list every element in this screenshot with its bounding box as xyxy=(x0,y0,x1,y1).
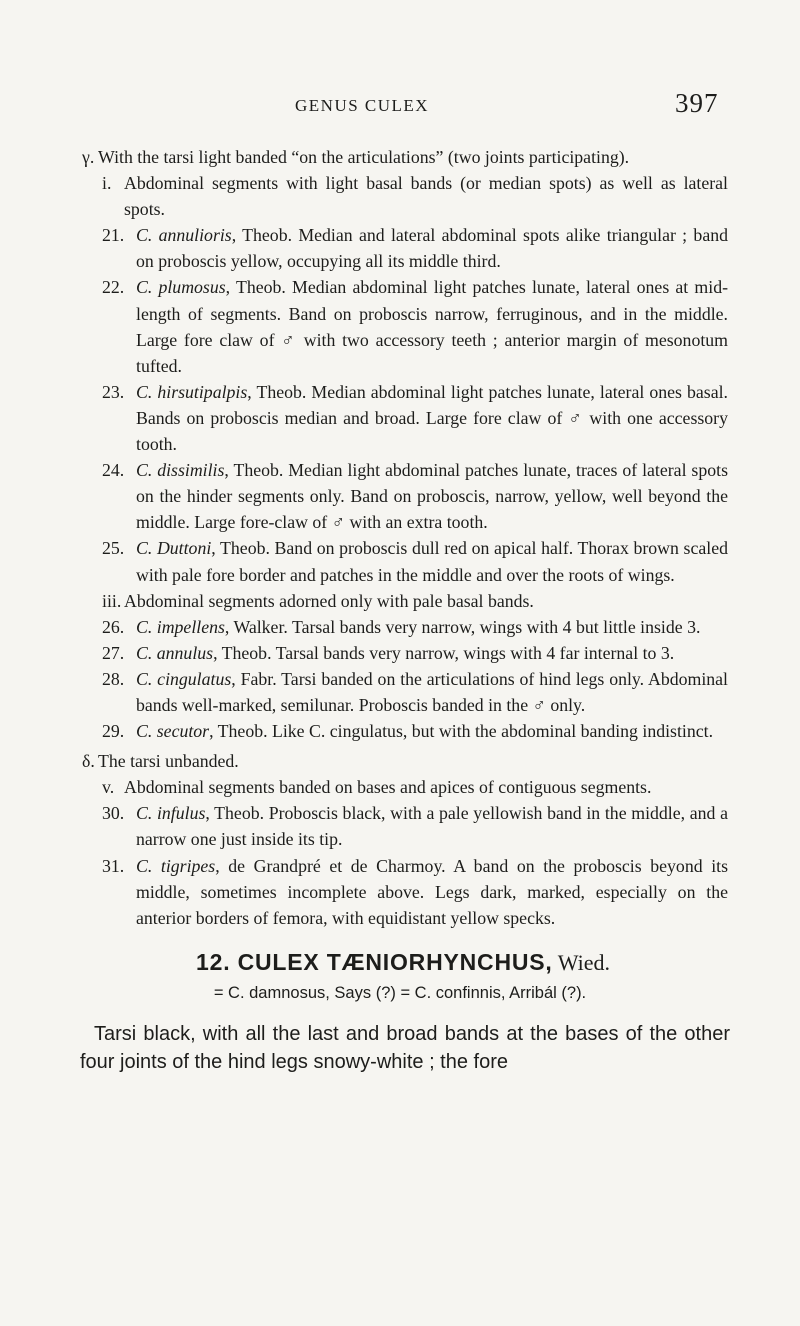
species-entry xyxy=(0,666,800,718)
entry-label: 25. xyxy=(102,538,125,559)
entry-label: 30. xyxy=(102,803,125,824)
species-entry xyxy=(0,640,800,666)
species-entry xyxy=(0,853,800,931)
entry-label: 31. xyxy=(102,855,125,876)
species-entry xyxy=(0,457,800,535)
entry-label: 27. xyxy=(102,642,125,663)
key-entries xyxy=(0,144,800,1076)
section-heading xyxy=(0,949,800,976)
species-entry xyxy=(0,379,800,457)
key-heading xyxy=(0,748,800,774)
species-name: C. infulus xyxy=(136,803,206,824)
entry-label: 28. xyxy=(102,668,125,689)
entry-label: γ. xyxy=(82,147,95,167)
species-name: C. hirsutipalpis xyxy=(136,381,248,402)
species-entry xyxy=(0,274,800,378)
entry-text: , Theob. Like C. cingulatus, but with the abdominal banding indistinct. xyxy=(209,721,714,742)
species-entry xyxy=(0,535,800,587)
entry-text: The tarsi unbanded. xyxy=(98,751,239,772)
species-entry xyxy=(0,800,800,852)
entry-text: , Theob. Proboscis black, with a pale yellowish band in the middle, and a narrow one just inside its tip. xyxy=(136,803,728,850)
entry-text: , Theob. Median and lateral abdominal spots alike triangular ; band on proboscis yellow, occupying all its middle third. xyxy=(136,225,728,272)
entry-label: 26. xyxy=(102,616,125,637)
species-name: C. cingulatus xyxy=(136,668,232,689)
species-name: C. annulus xyxy=(136,642,214,663)
entry-text: , de Grandpré et de Charmoy. A band on the proboscis beyond its middle, sometimes incomplete above. Legs dark, marked, especially on the anterior borders of femora, with equidistant yellow specks. xyxy=(136,855,728,928)
entry-text: , Theob. Tarsal bands very narrow, wings with 4 far internal to 3. xyxy=(213,642,675,663)
entry-label: 29. xyxy=(102,721,125,742)
entry-label: 21. xyxy=(102,225,125,246)
synonymy-line: = C. damnosus, Says (?) = C. confinnis, Arribál (?). xyxy=(213,983,587,1002)
entry-text: With the tarsi light banded “on the articulations” (two joints participating). xyxy=(98,147,630,167)
entry-text: , Theob. Band on proboscis dull red on apical half. Thorax brown scaled with pale fore border and patches in the middle and over the roots of wings. xyxy=(136,538,728,585)
species-description: Tarsi black, with all the last and broad bands at the bases of the other four joints of the hind legs snowy-white ; the fore xyxy=(80,1023,730,1073)
page-header xyxy=(0,88,800,124)
species-entry xyxy=(0,222,800,274)
entry-text: Abdominal segments with light basal bands (or median spots) as well as lateral spots. xyxy=(124,173,728,220)
species-name: C. secutor xyxy=(136,721,210,742)
entry-text: Abdominal segments banded on bases and apices of contiguous segments. xyxy=(124,777,652,798)
species-heading-author: Wied. xyxy=(552,949,610,975)
entry-label: 24. xyxy=(102,460,125,481)
entry-label: i. xyxy=(102,173,112,194)
key-heading xyxy=(0,144,800,170)
species-name: C. annulioris xyxy=(136,225,232,246)
species-name: C. Duttoni xyxy=(136,538,212,559)
key-heading xyxy=(0,588,800,614)
entry-text: Abdominal segments adorned only with pale basal bands. xyxy=(124,590,534,611)
page-number: 397 xyxy=(675,88,719,118)
entry-text: , Fabr. Tarsi banded on the articulations of hind legs only. Abdominal bands well-marked, semilunar. Proboscis banded in the ♂ only. xyxy=(136,668,728,715)
running-head: GENUS CULEX xyxy=(295,96,430,115)
species-entry xyxy=(0,718,800,744)
species-name: C. tigripes xyxy=(136,855,216,876)
entry-label: 22. xyxy=(102,277,125,298)
species-name: C. plumosus xyxy=(136,277,226,298)
species-entry xyxy=(0,614,800,640)
species-heading-title: 12. CULEX TÆNIORHYNCHUS, xyxy=(196,948,553,975)
entry-text: , Theob. Median light abdominal patches lunate, traces of lateral spots on the hinder segments only. Band on proboscis, narrow, yellow, well beyond the middle. Large fore-claw of ♂ with an extra tooth. xyxy=(136,460,728,533)
entry-label: 23. xyxy=(102,381,125,402)
entry-label: v. xyxy=(102,777,115,798)
entry-text: , Walker. Tarsal bands very narrow, wings with 4 but little inside 3. xyxy=(224,616,701,637)
key-heading xyxy=(0,170,800,222)
entry-label: δ. xyxy=(82,751,95,772)
entry-text: , Theob. Median abdominal light patches lunate, lateral ones at mid-length of segments. Band on proboscis narrow, ferruginous, and in the middle. Large fore claw of ♂ with two accessory teeth ; anterior margin of mesonotum tufted. xyxy=(136,277,729,376)
entry-label: iii. xyxy=(102,590,122,611)
species-name: C. dissimilis xyxy=(136,460,225,481)
species-name: C. impellens xyxy=(136,616,225,637)
key-heading xyxy=(0,774,800,800)
entry-text: , Theob. Median abdominal light patches lunate, lateral ones basal. Bands on proboscis median and broad. Large fore claw of ♂ with one accessory tooth. xyxy=(136,381,728,455)
